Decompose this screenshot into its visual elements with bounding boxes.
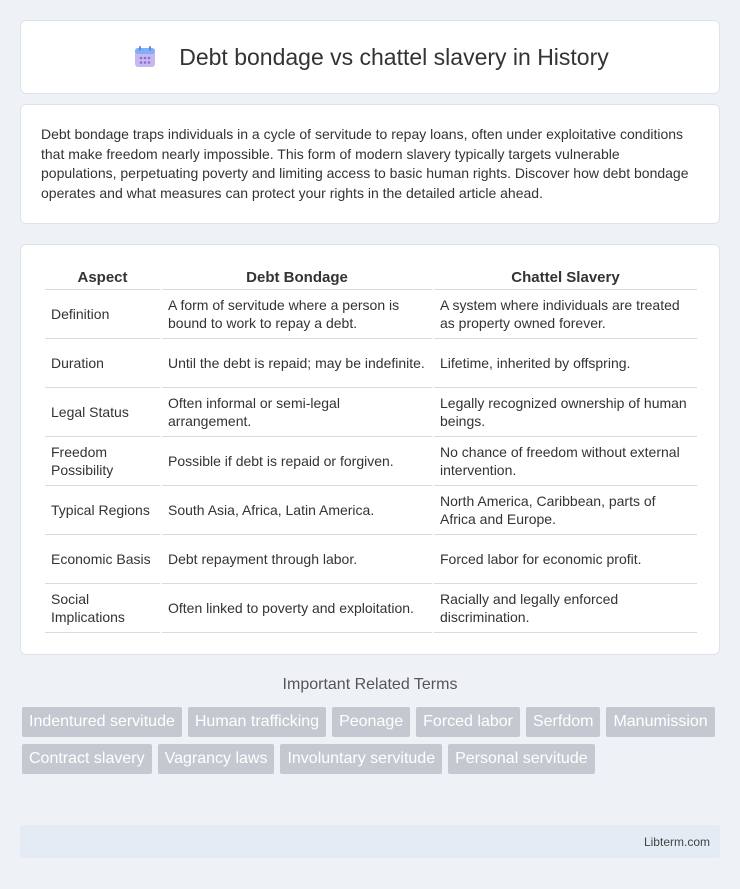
related-terms-list xyxy=(22,707,722,781)
table-cell-aspect: Definition xyxy=(45,290,160,339)
table-row xyxy=(45,486,697,535)
table-cell-debt-bondage: Often informal or semi-legal arrangement. xyxy=(162,388,432,437)
table-cell-chattel-slavery: A system where individuals are treated as property owned forever. xyxy=(434,290,697,339)
intro-card xyxy=(20,104,720,224)
related-term-tag[interactable]: Personal servitude xyxy=(448,744,595,774)
table-cell-debt-bondage: Possible if debt is repaid or forgiven. xyxy=(162,437,432,486)
comparison-table-card xyxy=(20,244,720,655)
table-cell-chattel-slavery: No chance of freedom without external intervention. xyxy=(434,437,697,486)
table-cell-aspect: Economic Basis xyxy=(45,535,160,584)
related-terms-heading: Important Related Terms xyxy=(282,676,458,693)
column-header-aspect: Aspect xyxy=(45,265,160,290)
table-row xyxy=(45,584,697,633)
table-cell-debt-bondage: Debt repayment through labor. xyxy=(162,535,432,584)
table-cell-debt-bondage: Until the debt is repaid; may be indefinite. xyxy=(162,339,432,388)
column-header-debt-bondage: Debt Bondage xyxy=(162,265,432,290)
footer-site-link[interactable]: Libterm.com xyxy=(643,835,710,849)
table-cell-chattel-slavery: Racially and legally enforced discrimination. xyxy=(434,584,697,633)
table-cell-chattel-slavery: Forced labor for economic profit. xyxy=(434,535,697,584)
table-row xyxy=(45,290,697,339)
comparison-table xyxy=(43,265,699,633)
table-cell-aspect: Typical Regions xyxy=(45,486,160,535)
related-term-tag[interactable]: Indentured servitude xyxy=(22,707,182,737)
intro-text: Debt bondage traps individuals in a cycle of servitude to repay loans, often under exploitative conditions that make freedom nearly impossible. This form of modern slavery typically targets vulnerable populations, perpetuating poverty and limiting access to basic human rights. Discover how debt bondage operates and what measures can protect your rights in the detailed article ahead. xyxy=(41,126,689,201)
related-term-tag[interactable]: Contract slavery xyxy=(22,744,152,774)
table-cell-chattel-slavery: Legally recognized ownership of human beings. xyxy=(434,388,697,437)
column-header-chattel-slavery: Chattel Slavery xyxy=(434,265,697,290)
calendar-icon xyxy=(131,43,159,71)
related-term-tag[interactable]: Human trafficking xyxy=(188,707,326,737)
related-term-tag[interactable]: Involuntary servitude xyxy=(280,744,442,774)
table-row xyxy=(45,437,697,486)
related-term-tag[interactable]: Peonage xyxy=(332,707,410,737)
table-cell-aspect: Social Implications xyxy=(45,584,160,633)
table-row xyxy=(45,535,697,584)
related-term-tag[interactable]: Manumission xyxy=(606,707,714,737)
table-cell-debt-bondage: Often linked to poverty and exploitation. xyxy=(162,584,432,633)
table-cell-debt-bondage: South Asia, Africa, Latin America. xyxy=(162,486,432,535)
table-cell-chattel-slavery: Lifetime, inherited by offspring. xyxy=(434,339,697,388)
table-row xyxy=(45,339,697,388)
table-cell-aspect: Freedom Possibility xyxy=(45,437,160,486)
table-cell-debt-bondage: A form of servitude where a person is bound to work to repay a debt. xyxy=(162,290,432,339)
table-cell-chattel-slavery: North America, Caribbean, parts of Africa and Europe. xyxy=(434,486,697,535)
related-term-tag[interactable]: Forced labor xyxy=(416,707,520,737)
table-row xyxy=(45,388,697,437)
table-cell-aspect: Legal Status xyxy=(45,388,160,437)
related-term-tag[interactable]: Serfdom xyxy=(526,707,600,737)
header-card xyxy=(20,20,720,94)
table-header-row xyxy=(45,265,697,290)
page-title: Debt bondage vs chattel slavery in History xyxy=(179,43,609,70)
footer-bar xyxy=(20,825,720,858)
table-cell-aspect: Duration xyxy=(45,339,160,388)
related-term-tag[interactable]: Vagrancy laws xyxy=(158,744,275,774)
